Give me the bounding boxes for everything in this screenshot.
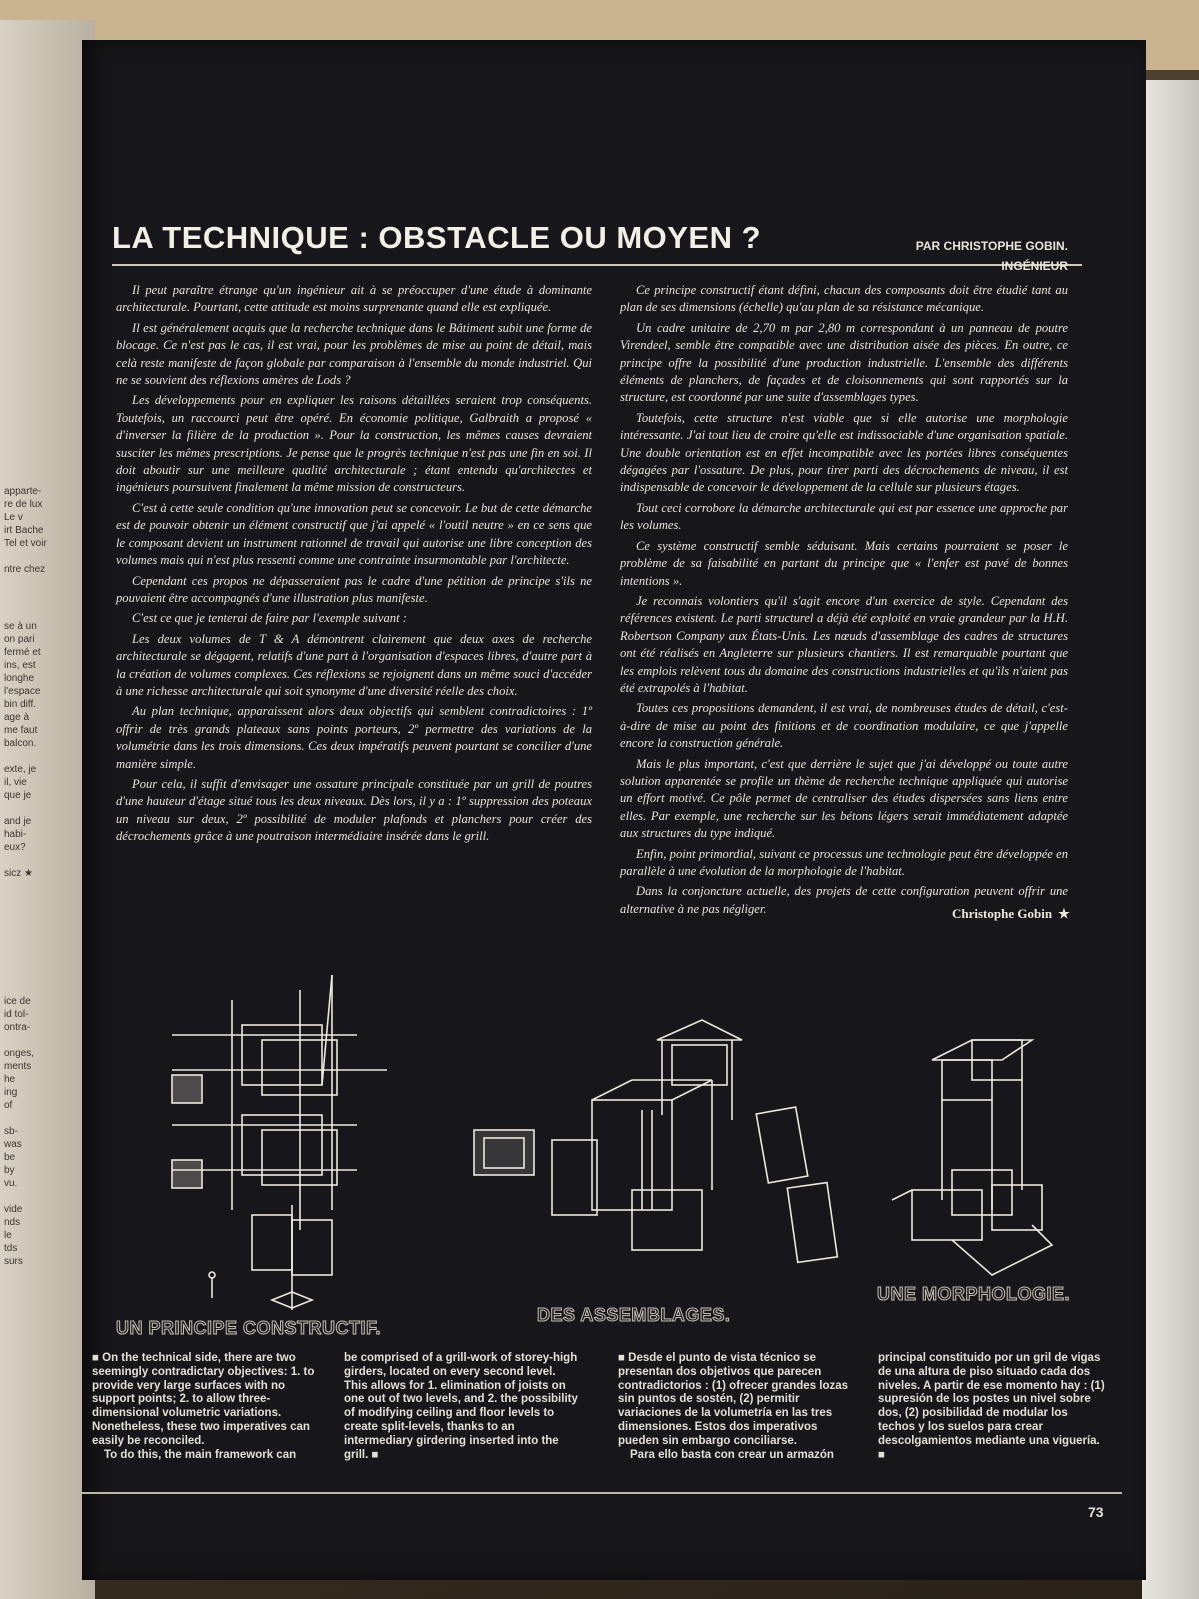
text-column-left [116,282,592,849]
paragraph: ■ On the technical side, there are two seemingly contradictary objectives: 1. to provide very large surfaces with no support points; 2. to allow three-dimensional volumetric variations. Nonetheless, these two imperatives can easily be reconciled. [92,1352,315,1447]
facing-page-text-fragment: apparte- re de lux Le v irt Bache Tel et voir ntre chez [4,486,47,575]
paragraph: Il est généralement acquis que la recherche technique dans le Bâtiment subit une forme de blocage. Ce n'est pas le cas, il est vrai, pour les problèmes de mise au point de détail, mais celà reste manifeste de façon globale par comparaison à l'ensemble du monde industriel. Qui ne se souvient des réflexions amères de Lods ? [116,320,592,388]
paragraph: To do this, the main framework can [104,1448,297,1461]
illustrations [112,960,1112,1310]
paragraph: Je reconnais volontiers qu'il s'agit encore d'un exercice de style. Cependant des références existent. Le parti structurel a déjà été exploité en vraie grandeur par la H.H. Robertson Company aux États-Unis. Les nœuds d'assemblage des cadres de structures ont été réalisés en Angleterre sur plusieurs chantiers. Il est remarquable pourtant que les emplois relèvent tous du domaine des constructions industrielles et qu'ils n'aient pas été extrapolés à l'habitat. [620,593,1068,695]
page-number: 73 [1088,1504,1104,1520]
spanish-summary-part1 [618,1352,854,1462]
paragraph: ■ Desde el punto de vista técnico se presentan dos objetivos que parecen contradictorios : (1) ofrecer grandes lozas sin puntos de sostén, (2) permitir variaciones de la volumetría en las tres dimensiones. Estos dos imperativos pueden sin embargo conciliarse. [618,1352,849,1447]
author-block [916,236,1068,276]
paragraph: Para ello basta con crear un armazón [630,1448,834,1461]
author-signature [952,906,1070,922]
text-column-right [620,282,1068,921]
author-byline: PAR CHRISTOPHE GOBIN. [915,239,1068,253]
assemblies-drawing [474,1020,837,1262]
paragraph: Dans la conjoncture actuelle, des projets de cette configuration peuvent offrir une alternative à ne pas négliger. [620,884,1068,916]
paragraph: Toutes ces propositions demandent, il est vrai, de nombreuses études de détail, c'est-à-dire de mise au point des finitions et de coordination modulaire, ce que j'appelle encore la construction générale. [620,701,1068,751]
paragraph: C'est ce que je tenterai de faire par l'exemple suivant : [132,611,407,626]
paragraph: Il peut paraître étrange qu'un ingénieur ait à se préoccuper d'une étude à dominante architecturale. Pourtant, cette attitude est moins surprenante quand elle est expliquée. [116,283,592,315]
magazine-page [82,40,1146,1580]
morphology-drawing [892,1040,1052,1275]
article-title: LA TECHNIQUE : OBSTACLE OU MOYEN ? [112,220,762,255]
paragraph: C'est à cette seule condition qu'une innovation peut se concevoir. Le but de cette démarche est de pouvoir obtenir un élément constructif que j'ai appelé « l'outil neutre » en ce sens que le composant devient un instrument rationnel de travail qui autorise une libre conception des volumes mais qui n'est plus ressenti comme une contrainte insurmontable par l'architecte. [116,500,592,568]
signature-name: Christophe Gobin [952,906,1053,921]
paragraph: Tout ceci corrobore la démarche architecturale qui est par essence une approche par les volumes. [620,500,1068,533]
paragraph: Pour cela, il suffit d'envisager une ossature principale constituée par un grill de poutres d'une hauteur d'étage situé tous les deux niveaux. Dès lors, il y a : 1º suppression des poteaux un niveau sur deux, 2º possibilité de moduler plafonds et planchers pour créer des décrochements grâce à une poutraison intermédiaire insérée dans le grill. [116,776,592,844]
caption-constructive-principle: UN PRINCIPE CONSTRUCTIF. [116,1318,382,1338]
spanish-summary-part2 [878,1352,1108,1462]
bottom-divider [82,1492,1122,1494]
paragraph: Ce système constructif semble séduisant. Mais certains pourraient se poser le problème de sa faisabilité en partant du principe que « l'enfer est pavé de bonnes intentions ». [620,538,1068,588]
paragraph: principal constituido por un gril de vigas de una altura de piso situado cada dos niveles. A partir de ese momento hay : (1) supresión de los postes un nivel sobre dos, (2) posibilidad de modular los techos y los suelos para crear descolgamientos mediante una viguería. ■ [878,1352,1105,1461]
star-icon: ★ [1058,906,1070,921]
caption-assemblies: DES ASSEMBLAGES. [537,1305,731,1325]
paragraph: Mais le plus important, c'est que derrière le sujet que j'ai développé ou toute autre solution apparentée se profile un thème de recherche technique appliquée qui autorise un effort motivé. Ce pôle permet de centraliser des études dispersées sans liens entre elles. Par exemple, une recherche sur les bétons légers serait immédiatement adaptée aux structures du type indiqué. [620,756,1068,841]
paragraph: Un cadre unitaire de 2,70 m par 2,80 m correspondant à un panneau de poutre Virendeel, semble être compatible avec une distribution aisée des pièces. En outre, ce principe offre la possibilité d'une production industrielle. L'ensemble des différents éléments de planchers, de façades et de cloisonnements qui sont rapportés sur la structure, est coordonné par une suite d'assemblages types. [620,320,1068,405]
paragraph: Enfin, point primordial, suivant ce processus une technologie peut être développée en parallèle à une évolution de la morphologie de l'habitat. [620,846,1068,878]
english-summary-part2 [344,1352,580,1462]
paragraph: Au plan technique, apparaissent alors deux objectifs qui semblent contradictoires : 1º offrir de très grands plateaux sans points porteurs, 2º permettre des variations de la volumétrie dans les trois dimensions. Ces deux impératifs peuvent pourtant se concilier d'une manière simple. [116,704,592,771]
paragraph: Cependant ces propos ne dépasseraient pas le cadre d'une pétition de principe s'ils ne pouvaient être accompagnés d'une illustration plus manifeste. [116,573,592,605]
page-stack-edge [1142,80,1199,1599]
facing-page-text-fragment: se à un on pari fermé et ins, est longhe l'espace bin diff. age à me faut balcon. exte, je il, vie que je and je habi- eux? sicz ★ [4,621,41,879]
paragraph: be comprised of a grill-work of storey-high girders, located on every second level. This allows for 1. elimination of joists on one out of two levels, and 2. the possibility of modifying ceiling and floor levels to create split-levels, thanks to an intermediary girdering inserted into the grill. ■ [344,1352,578,1461]
english-summary-part1 [92,1352,318,1462]
paragraph: Ce principe constructif étant défini, chacun des composants doit être étudié tant au plan de ses dimensions (échelle) qu'au plan de sa résistance mécanique. [620,283,1068,315]
caption-morphology: UNE MORPHOLOGIE. [877,1284,1071,1304]
facing-page-text-fragment: ice de id tol- ontra- onges, ments he ing of sb- was be by vu. vide nds le tds surs [4,996,35,1267]
structure-grid-drawing [172,975,387,1310]
paragraph: Toutefois, cette structure n'est viable que si elle autorise une morphologie intéressante. J'ai tout lieu de croire qu'elle est indissociable d'une organisation spatiale. Une double orientation est en effet incompatible avec les portées libres conséquentes dégagées par l'ossature. De plus, pour tirer parti des décrochements de niveau, il est indispensable de concevoir le développement de la cellule sur plusieurs étages. [620,410,1068,495]
paragraph: Les deux volumes de T & A démontrent clairement que deux axes de recherche architecturale se dégagent, relatifs d'une part à l'organisation d'espaces libres, d'autre part à la création de volumes complexes. Ces réflexions se rejoignent dans un même souci d'accéder à une richesse architecturale qui soit synonyme d'une diversité réelle des choix. [116,631,592,698]
author-role: INGÉNIEUR [1001,259,1068,273]
paragraph: Les développements pour en expliquer les raisons détaillées seraient trop conséquents. Toutefois, un raccourci peut être opéré. En économie politique, Galbraith a proposé « d'inverser la filière de la production ». Pour la construction, les mêmes causes devraient susciter les mêmes prescriptions. Je pense que le progrès technique n'est pas une fin en soi. Il doit aboutir sur une meilleure qualité architecturale ; étant entendu qu'architectes et ingénieurs poursuivent finalement la même mission de constructeurs. [116,393,592,495]
facing-page [0,20,95,1599]
